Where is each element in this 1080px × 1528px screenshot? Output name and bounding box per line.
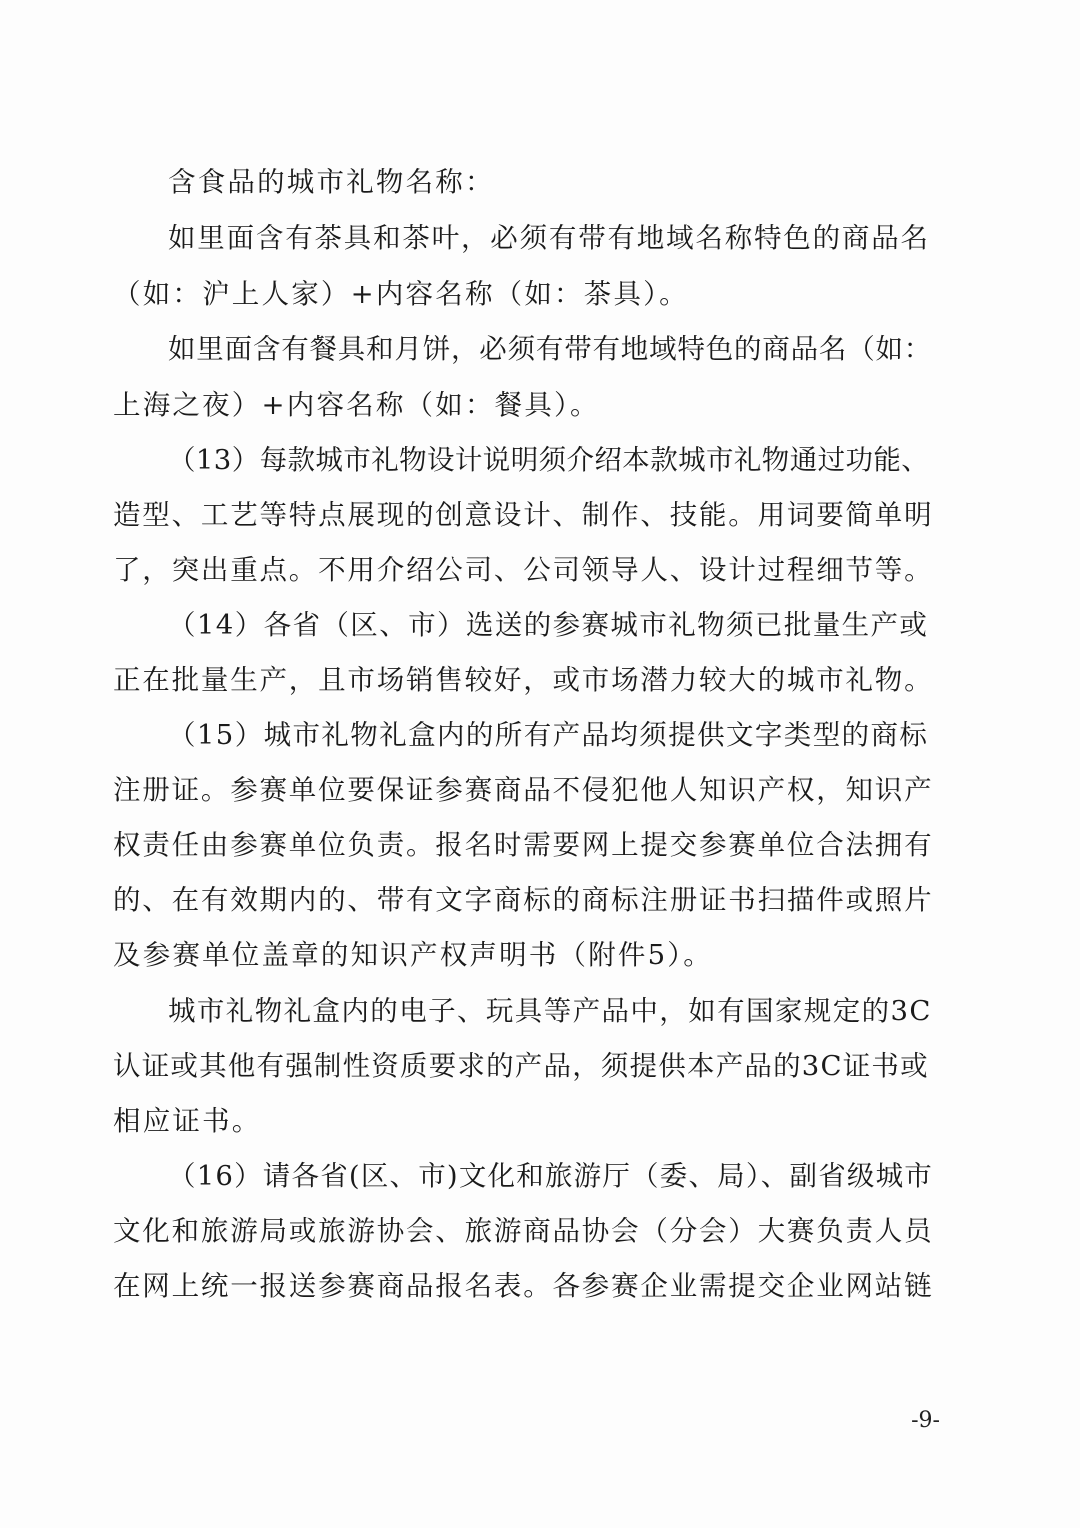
text-line-8: 了，突出重点。不用介绍公司、公司领导人、设计过程细节等。 <box>113 554 934 586</box>
text-line-11: （15）城市礼物礼盒内的所有产品均须提供文字类型的商标 <box>168 719 929 751</box>
page-number: -9- <box>911 1408 940 1433</box>
text-line-14: 的、在有效期内的、带有文字商标的商标注册证书扫描件或照片 <box>113 884 934 916</box>
text-line-10: 正在批量生产，且市场销售较好，或市场潜力较大的城市礼物。 <box>113 664 934 696</box>
text-line-17: 认证或其他有强制性资质要求的产品，须提供本产品的3C证书或 <box>113 1050 929 1082</box>
text-line-5: 上海之夜）+内容名称（如：餐具）。 <box>113 389 600 421</box>
text-line-12: 注册证。参赛单位要保证参赛商品不侵犯他人知识产权，知识产 <box>113 774 934 806</box>
text-line-3: （如：沪上人家）+内容名称（如：茶具）。 <box>113 278 689 310</box>
text-line-9: （14）各省（区、市）选送的参赛城市礼物须已批量生产或 <box>168 609 929 641</box>
text-line-19: （16）请各省(区、市)文化和旅游厅（委、局）、副省级城市 <box>168 1160 933 1192</box>
text-line-4: 如里面含有餐具和月饼，必须有带有地域特色的商品名（如： <box>168 333 933 365</box>
text-line-6: （13）每款城市礼物设计说明须介绍本款城市礼物通过功能、 <box>168 444 930 476</box>
text-line-2: 如里面含有茶具和茶叶，必须有带有地域名称特色的商品名 <box>168 222 930 254</box>
text-line-15: 及参赛单位盖章的知识产权声明书（附件5）。 <box>113 939 713 971</box>
text-line-18: 相应证书。 <box>113 1105 262 1137</box>
text-line-1: 含食品的城市礼物名称： <box>168 166 495 198</box>
text-line-16: 城市礼物礼盒内的电子、玩具等产品中，如有国家规定的3C <box>168 995 932 1027</box>
text-line-13: 权责任由参赛单位负责。报名时需要网上提交参赛单位合法拥有 <box>113 829 934 861</box>
text-line-20: 文化和旅游局或旅游协会、旅游商品协会（分会）大赛负责人员 <box>113 1215 934 1247</box>
text-line-7: 造型、工艺等特点展现的创意设计、制作、技能。用词要简单明 <box>113 499 934 531</box>
text-line-21: 在网上统一报送参赛商品报名表。各参赛企业需提交企业网站链 <box>113 1270 934 1302</box>
